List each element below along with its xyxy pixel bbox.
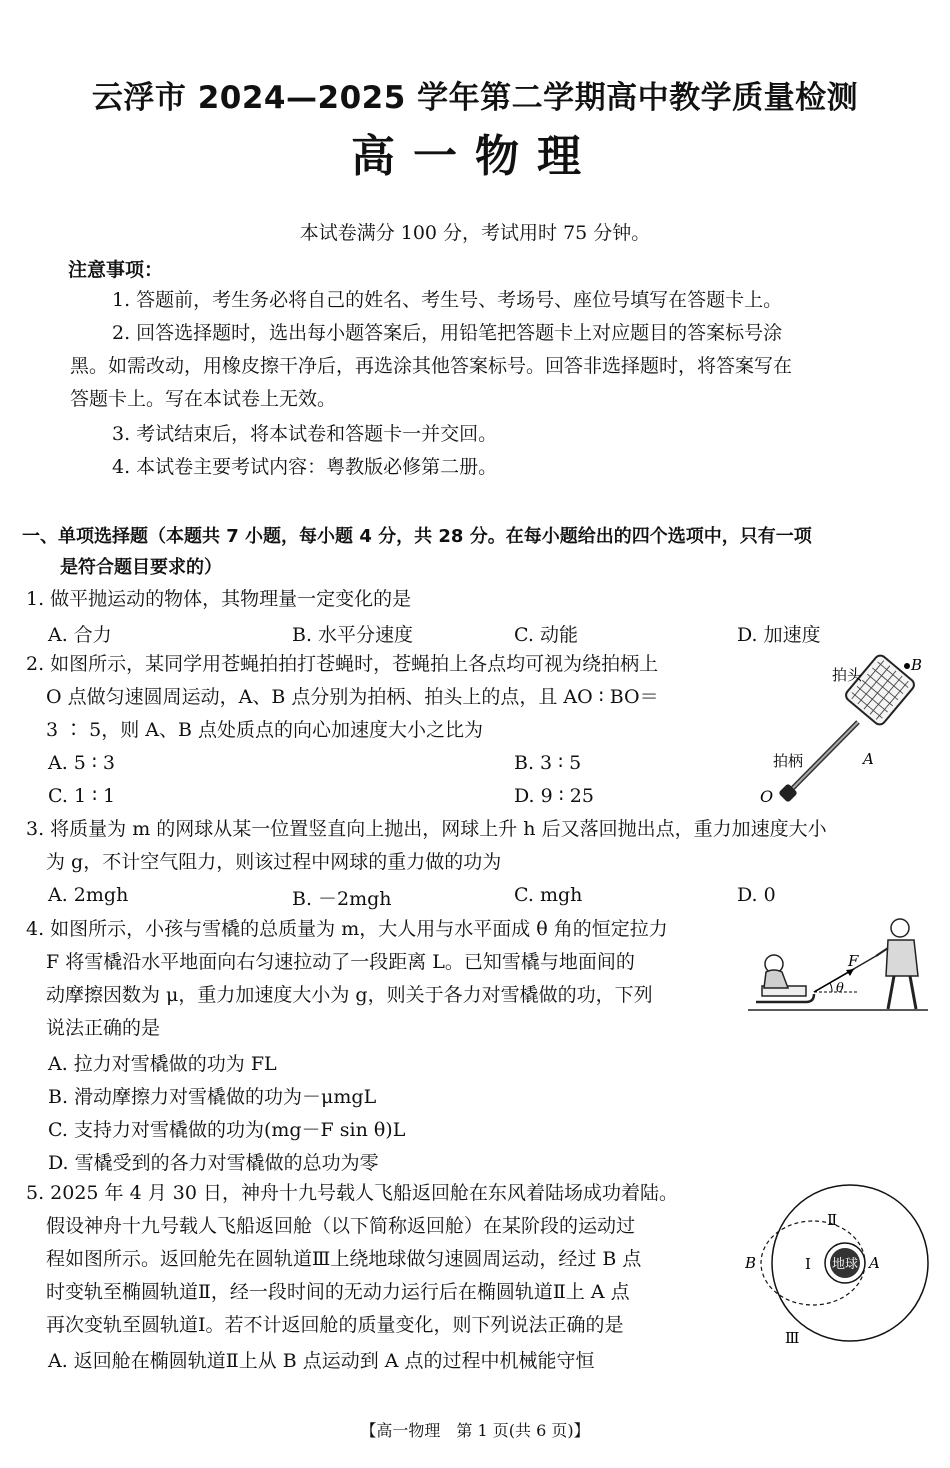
note-line: 答题卡上。写在本试卷上无效。 xyxy=(70,388,337,410)
q3-stem-line: 为 g，不计空气阻力，则该过程中网球的重力做的功为 xyxy=(46,851,502,873)
page-footer: 【高一物理 第 1 页(共 6 页)】 xyxy=(360,1421,590,1440)
q2-stem-line: 2. 如图所示，某同学用苍蝇拍拍打苍蝇时，苍蝇拍上各点均可视为绕拍柄上 xyxy=(26,653,659,675)
orbit-figure xyxy=(745,1180,935,1360)
q4-option-b: B. 滑动摩擦力对雪橇做的功为－μmgL xyxy=(48,1086,377,1108)
q3-stem-line: 3. 将质量为 m 的网球从某一位置竖直向上抛出，网球上升 h 后又落回抛出点，重力加速度大小 xyxy=(26,818,827,840)
q4-option-a: A. 拉力对雪橇做的功为 FL xyxy=(48,1053,277,1075)
swatter-handle-label: 拍柄 xyxy=(773,752,804,770)
swatter-head-label: 拍头 xyxy=(832,666,863,684)
q5-option-a: A. 返回舱在椭圆轨道Ⅱ上从 B 点运动到 A 点的过程中机械能守恒 xyxy=(48,1350,595,1372)
point-b-dot xyxy=(904,663,910,669)
earth-label: 地球 xyxy=(831,1257,859,1272)
q4-option-c: C. 支持力对雪橇做的功为(mg－F sin θ)L xyxy=(48,1119,406,1141)
note-line: 4. 本试卷主要考试内容：粤教版必修第二册。 xyxy=(112,456,498,478)
q2-stem-line: 3 ∶ 5，则 A、B 点处质点的向心加速度大小之比为 xyxy=(46,719,484,741)
q2-stem-line: O 点做匀速圆周运动，A、B 点分别为拍柄、拍头上的点，且 AO ∶ BO＝ xyxy=(46,686,659,708)
subject-title: 高一物理 xyxy=(351,131,599,182)
q1-stem: 1. 做平抛运动的物体，其物理量一定变化的是 xyxy=(26,588,412,610)
point-b-label: B xyxy=(745,1254,757,1272)
q4-stem-line: 动摩擦因数为 μ，重力加速度大小为 g，则关于各力对雪橇做的功，下列 xyxy=(46,984,653,1006)
orbit-iii-label: Ⅲ xyxy=(785,1329,800,1347)
q4-stem-line: 4. 如图所示，小孩与雪橇的总质量为 m，大人用与水平面成 θ 角的恒定拉力 xyxy=(26,918,668,940)
q2-option-b: B. 3 ∶ 5 xyxy=(514,752,582,774)
q4-stem-line: 说法正确的是 xyxy=(46,1017,161,1039)
note-line: 黑。如需改动，用橡皮擦干净后，再选涂其他答案标号。回答非选择题时，将答案写在 xyxy=(70,355,793,377)
q5-stem-line: 5. 2025 年 4 月 30 日，神舟十九号载人飞船返回舱在东风着陆场成功着陆。 xyxy=(26,1182,678,1204)
exam-title: 云浮市 2024—2025 学年第二学期高中教学质量检测 xyxy=(91,80,859,116)
note-line: 2. 回答选择题时，选出每小题答案后，用铅笔把答题卡上对应题目的答案标号涂 xyxy=(112,322,783,344)
point-a-label: A xyxy=(869,1254,880,1272)
angle-theta-label: θ xyxy=(836,981,844,996)
orbit-ii-label: Ⅱ xyxy=(827,1211,838,1229)
q4-option-d: D. 雪橇受到的各力对雪橇做的总功为零 xyxy=(48,1152,379,1174)
q4-stem-line: F 将雪橇沿水平地面向右匀速拉动了一段距离 L。已知雪橇与地面间的 xyxy=(46,951,635,973)
note-line: 3. 考试结束后，将本试卷和答题卡一并交回。 xyxy=(112,423,498,445)
q5-stem-line: 再次变轨至圆轨道Ⅰ。若不计返回舱的质量变化，则下列说法正确的是 xyxy=(46,1314,624,1336)
section-heading-cont: 是符合题目要求的） xyxy=(60,557,222,578)
force-f-label: F xyxy=(848,952,859,970)
q1-option-c: C. 动能 xyxy=(514,624,578,646)
section-heading: 一、单项选择题（本题共 7 小题，每小题 4 分，共 28 分。在每小题给出的四个选项中，只有一项 xyxy=(22,526,812,547)
fly-swatter-figure xyxy=(755,650,930,810)
q3-option-a: A. 2mgh xyxy=(48,884,129,906)
point-o-label: O xyxy=(760,787,774,806)
q1-option-a: A. 合力 xyxy=(48,624,112,646)
q3-option-c: C. mgh xyxy=(514,884,583,906)
q2-option-a: A. 5 ∶ 3 xyxy=(48,752,116,774)
orbit-i-label: Ⅰ xyxy=(805,1255,811,1273)
q1-option-b: B. 水平分速度 xyxy=(292,624,414,646)
q3-option-d: D. 0 xyxy=(737,884,776,906)
q1-option-d: D. 加速度 xyxy=(737,624,821,646)
q2-option-d: D. 9 ∶ 25 xyxy=(514,785,594,807)
q3-option-b: B. －2mgh xyxy=(292,888,392,910)
sled-figure xyxy=(748,912,928,1022)
q2-option-c: C. 1 ∶ 1 xyxy=(48,785,116,807)
point-a-label: A xyxy=(863,750,874,768)
q5-stem-line: 时变轨至椭圆轨道Ⅱ，经一段时间的无动力运行后在椭圆轨道Ⅱ上 A 点 xyxy=(46,1281,630,1303)
notes-heading: 注意事项： xyxy=(68,259,164,281)
q5-stem-line: 程如图所示。返回舱先在圆轨道Ⅲ上绕地球做匀速圆周运动，经过 B 点 xyxy=(46,1248,642,1270)
note-line: 1. 答题前，考生务必将自己的姓名、考生号、考场号、座位号填写在答题卡上。 xyxy=(112,289,783,311)
point-b-label: B xyxy=(911,656,923,674)
q5-stem-line: 假设神舟十九号载人飞船返回舱（以下简称返回舱）在某阶段的运动过 xyxy=(46,1215,636,1237)
exam-info: 本试卷满分 100 分，考试用时 75 分钟。 xyxy=(299,222,651,244)
